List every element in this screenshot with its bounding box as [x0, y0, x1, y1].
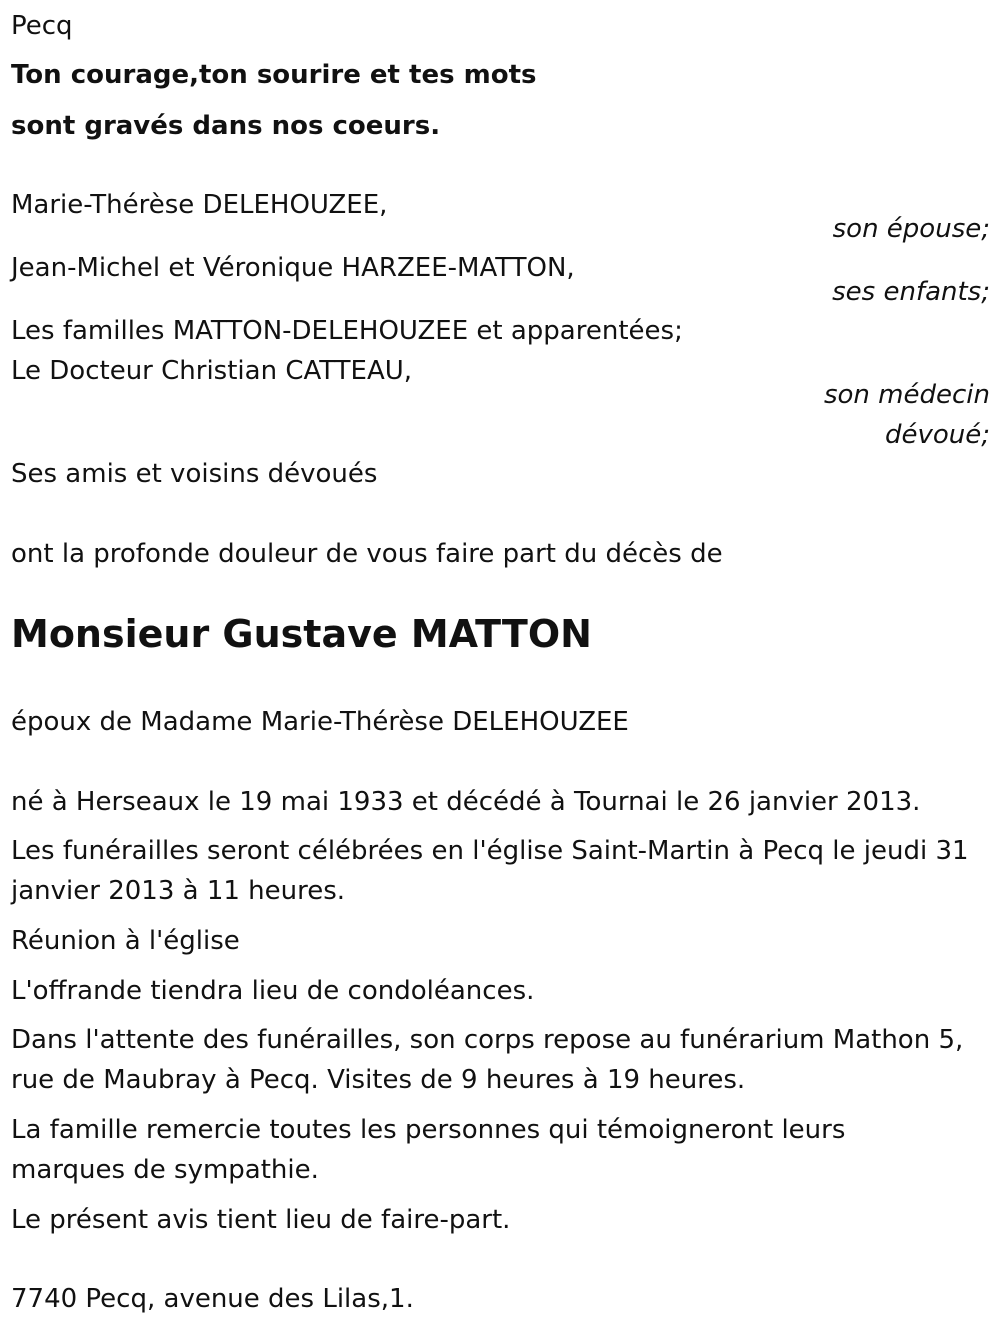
- wake-line-1: Dans l'attente des funérailles, son corps repose au funérarium Mathon 5,: [11, 1025, 964, 1055]
- spouse-role: son épouse;: [832, 214, 990, 244]
- spouse-name: Marie-Thérèse DELEHOUZEE,: [11, 190, 388, 220]
- deceased-name: Monsieur Gustave MATTON: [11, 612, 592, 656]
- announcement: ont la profonde douleur de vous faire part du décès de: [11, 539, 723, 569]
- notice-line: Le présent avis tient lieu de faire-part.: [11, 1205, 511, 1235]
- thanks-line-2: marques de sympathie.: [11, 1155, 319, 1185]
- spouse-of: époux de Madame Marie-Thérèse DELEHOUZEE: [11, 707, 629, 737]
- doctor-name: Le Docteur Christian CATTEAU,: [11, 356, 413, 386]
- children-names: Jean-Michel et Véronique HARZEE-MATTON,: [11, 253, 575, 283]
- families-line: Les familles MATTON-DELEHOUZEE et apparentées;: [11, 316, 683, 346]
- doctor-role-2: dévoué;: [884, 420, 990, 450]
- thanks-line-1: La famille remercie toutes les personnes qui témoigneront leurs: [11, 1115, 846, 1145]
- funeral-line-2: janvier 2013 à 11 heures.: [11, 876, 346, 906]
- address-line: 7740 Pecq, avenue des Lilas,1.: [11, 1284, 414, 1314]
- epitaph-line-1: Ton courage,ton sourire et tes mots: [11, 60, 537, 90]
- wake-line-2: rue de Maubray à Pecq. Visites de 9 heures à 19 heures.: [11, 1065, 746, 1095]
- funeral-line-1: Les funérailles seront célébrées en l'église Saint-Martin à Pecq le jeudi 31: [11, 836, 969, 866]
- doctor-role-1: son médecin: [823, 380, 990, 410]
- meeting-line: Réunion à l'église: [11, 926, 240, 956]
- birth-death: né à Herseaux le 19 mai 1933 et décédé à Tournai le 26 janvier 2013.: [11, 787, 921, 817]
- children-role: ses enfants;: [832, 277, 990, 307]
- epitaph-line-2: sont gravés dans nos coeurs.: [11, 111, 441, 141]
- friends-line: Ses amis et voisins dévoués: [11, 459, 378, 489]
- offering-line: L'offrande tiendra lieu de condoléances.: [11, 976, 535, 1006]
- location: Pecq: [11, 11, 73, 41]
